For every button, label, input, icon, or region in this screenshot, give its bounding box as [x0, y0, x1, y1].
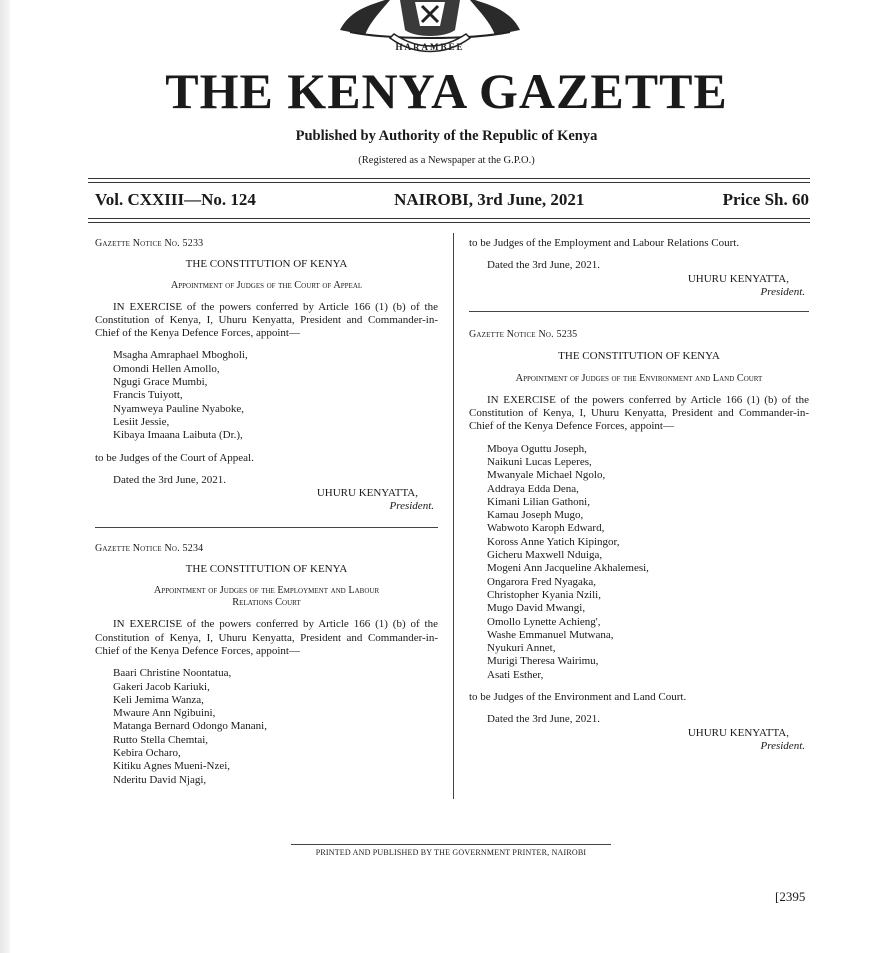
list-item: Kebira Ocharo, — [113, 747, 181, 760]
notice-number: Gazette Notice No. 5233 — [95, 238, 204, 249]
list-item: Mboya Oguttu Joseph, — [487, 442, 587, 455]
list-item: Ngugi Grace Mumbi, — [113, 376, 208, 389]
column-divider — [453, 233, 454, 799]
notice-signatory-title: President. — [760, 739, 805, 752]
list-item: Nyamweya Pauline Nyaboke, — [113, 402, 245, 415]
notice-dated: Dated the 3rd June, 2021. — [113, 473, 227, 486]
footer-rule — [291, 844, 611, 845]
list-item: Wabwoto Karoph Edward, — [487, 522, 605, 535]
appointee-list — [95, 667, 438, 787]
notice-number: Gazette Notice No. 5235 — [469, 329, 578, 341]
notice-subheading-cont: Relations Court — [232, 597, 301, 609]
notice-closing: to be Judges of the Court of Appeal. — [95, 451, 254, 464]
list-item: Keli Jemima Wanza, — [113, 693, 204, 706]
appointee-list — [95, 349, 438, 442]
notice-divider — [469, 311, 809, 312]
list-item: Mwanyale Michael Ngolo, — [487, 469, 606, 482]
list-item: Matanga Bernard Odongo Manani, — [113, 720, 267, 733]
gazette-title: THE KENYA GAZETTE — [165, 63, 728, 119]
list-item: Gakeri Jacob Kariuki, — [113, 680, 210, 693]
header-rule-top — [88, 178, 810, 179]
notice-subheading: Appointment of Judges of the Environment and Land Court — [515, 372, 763, 384]
list-item: Kibaya Imaana Laibuta (Dr.), — [113, 429, 243, 442]
list-item: Naikuni Lucas Leperes, — [487, 455, 592, 468]
issue-price: Price Sh. 60 — [722, 190, 809, 209]
left-column — [95, 237, 438, 787]
list-item: Christopher Kyania Nzili, — [487, 588, 601, 601]
list-item: Omollo Lynette Achieng', — [487, 615, 601, 628]
notice-body: IN EXERCISE of the powers conferred by Article 166 (1) (b) of the Constitution of Kenya, I, Uhuru Kenyatta, President and Commander-in-Chief of the Kenya Defence Forces, appoint— — [95, 300, 438, 340]
publisher-line: Published by Authority of the Republic of Kenya — [295, 128, 598, 144]
notice-body: IN EXERCISE of the powers conferred by Article 166 (1) (b) of the Constitution of Kenya, I, Uhuru Kenyatta, President and Commander-in-Chief of the Kenya Defence Forces, appoint— — [469, 393, 809, 433]
list-item: Kimani Lilian Gathoni, — [487, 495, 590, 508]
notice-number: Gazette Notice No. 5234 — [95, 542, 204, 554]
appointee-list — [469, 443, 809, 682]
list-item: Baari Christine Noontatua, — [113, 667, 232, 680]
list-item: Nyukuri Annet, — [487, 642, 556, 655]
list-item: Mogeni Ann Jacqueline Akhalemesi, — [487, 562, 649, 575]
notice-dated: Dated the 3rd June, 2021. — [487, 259, 601, 272]
list-item: Ongarora Fred Nyagaka, — [487, 575, 597, 588]
gazette-notice-5235 — [469, 328, 809, 753]
notice-heading: THE CONSTITUTION OF KENYA — [185, 563, 348, 576]
notice-closing: to be Judges of the Environment and Land Court. — [469, 691, 687, 704]
notice-closing: to be Judges of the Employment and Labour Relations Court. — [469, 237, 740, 249]
list-item: Mugo David Mwangi, — [487, 602, 586, 615]
volume-number: Vol. CXXIII—No. 124 — [95, 190, 256, 209]
list-item: Murigi Theresa Wairimu, — [487, 655, 599, 668]
list-item: Kitiku Agnes Mueni-Nzei, — [113, 760, 231, 773]
list-item: Addraya Edda Dena, — [487, 482, 579, 495]
harambee-motto: HARAMBEE — [395, 42, 465, 52]
page-number: [2395 — [775, 889, 806, 904]
list-item: Nderitu David Njagi, — [113, 773, 207, 786]
right-column — [469, 237, 809, 753]
notice-body: IN EXERCISE of the powers conferred by Article 166 (1) (b) of the Constitution of Kenya, I, Uhuru Kenyatta, President and Commander-in-Chief of the Kenya Defence Forces, appoint— — [95, 618, 438, 657]
list-item: Francis Tuiyott, — [113, 389, 183, 402]
notice-heading: THE CONSTITUTION OF KENYA — [185, 258, 348, 271]
printer-imprint: PRINTED AND PUBLISHED BY THE GOVERNMENT PRINTER, NAIROBI — [315, 848, 587, 857]
gazette-notice-5234 — [95, 542, 438, 787]
list-item: Lesiit Jessie, — [113, 415, 170, 428]
notice-signatory-title: President. — [760, 285, 805, 298]
notice-signatory-title: President. — [389, 500, 434, 513]
gazette-notice-5233 — [95, 237, 438, 514]
list-item: Koross Anne Yatich Kipingor, — [487, 535, 620, 548]
notice-divider — [95, 527, 438, 528]
notice-signatory: UHURU KENYATTA, — [687, 272, 789, 285]
issue-line — [95, 190, 809, 210]
notice-dated: Dated the 3rd June, 2021. — [487, 713, 601, 726]
header-rule-bottom-2 — [88, 222, 810, 223]
list-item: Gicheru Maxwell Nduiga, — [487, 549, 603, 562]
registration-line: (Registered as a Newspaper at the G.P.O.) — [358, 155, 535, 166]
list-item: Washe Emmanuel Mutwana, — [487, 628, 614, 641]
list-item: Omondi Hellen Amollo, — [113, 362, 220, 375]
notice-signatory: UHURU KENYATTA, — [316, 487, 418, 500]
list-item: Msagha Amraphael Mbogholi, — [113, 349, 248, 362]
notice-heading: THE CONSTITUTION OF KENYA — [558, 350, 720, 363]
list-item: Asati Esther, — [487, 668, 544, 681]
list-item: Kamau Joseph Mugo, — [487, 509, 584, 522]
list-item: Rutto Stella Chemtai, — [113, 733, 209, 746]
header-rule-top-2 — [88, 182, 810, 183]
notice-subheading: Appointment of Judges of the Court of Appeal — [170, 279, 363, 291]
notice-signatory: UHURU KENYATTA, — [687, 726, 789, 739]
coat-of-arms-emblem — [330, 0, 530, 58]
issue-place-date: NAIROBI, 3rd June, 2021 — [394, 190, 585, 209]
header-rule-bottom — [88, 218, 810, 219]
notice-subheading: Appointment of Judges of the Employment and Labour — [153, 585, 380, 597]
list-item: Mwaure Ann Ngibuini, — [113, 707, 216, 720]
